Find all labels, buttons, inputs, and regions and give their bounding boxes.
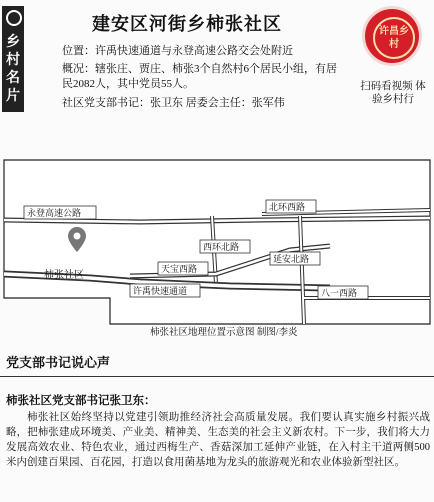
map-caption: 柿张社区地理位置示意图 制图/李炎 xyxy=(150,328,298,338)
divider xyxy=(0,376,434,377)
badge-inner xyxy=(373,17,415,59)
section-side-tag xyxy=(2,6,24,112)
info-overview: 概况：辖张庄、贾庄、柿张3个自然村6个居民小组，有居民2082人，其中党员55人。 xyxy=(62,63,337,90)
label-yanan: 延安北路 xyxy=(273,254,310,264)
label-xihuan: 西环北路 xyxy=(203,242,240,252)
voice-body: 柿张社区始终坚持以党建引领助推经济社会高质量发展。我们要认真实施乡村振兴战略，把柿张建成环境美、产业美、精神美、生态美的社会主义新农村。下一步，我们将大力发展高效农业、特色农业，通过西梅生产、香菇深加工延伸产业链，在入村主干道两侧500米内创建百果园、百花园，打造以食用菌基地为龙头的旅游观光和农业体验新型社区。 xyxy=(6,412,430,468)
side-tag-text: 乡村名片 xyxy=(6,33,20,103)
badge-text: 许昌乡村 xyxy=(379,26,409,50)
label-place: 柿张社区 xyxy=(44,270,84,281)
voice-speaker: 柿张社区党支部书记张卫东： xyxy=(6,395,156,407)
label-yongdeng: 永登高速公路 xyxy=(27,208,82,218)
label-beihuan: 北环西路 xyxy=(269,202,306,212)
label-tianbao: 天宝西路 xyxy=(161,264,198,274)
location-map xyxy=(0,158,434,330)
scan-hint: 扫码看视频 体验乡村行 xyxy=(360,81,426,105)
info-location: 位置：许禹快速通道与永登高速公路交会处附近 xyxy=(62,45,293,57)
info-secretary: 社区党支部书记：张卫东 居委会主任：张军伟 xyxy=(62,97,285,109)
page-title: 建安区河街乡柿张社区 xyxy=(92,14,282,34)
label-xuyu: 许禹快速通道 xyxy=(133,286,188,296)
voice-heading: 党支部书记说心声 xyxy=(6,355,111,370)
qr-badge-logo[interactable] xyxy=(362,6,422,66)
label-bayi: 八一西路 xyxy=(321,288,358,298)
bulb-icon xyxy=(6,10,22,26)
